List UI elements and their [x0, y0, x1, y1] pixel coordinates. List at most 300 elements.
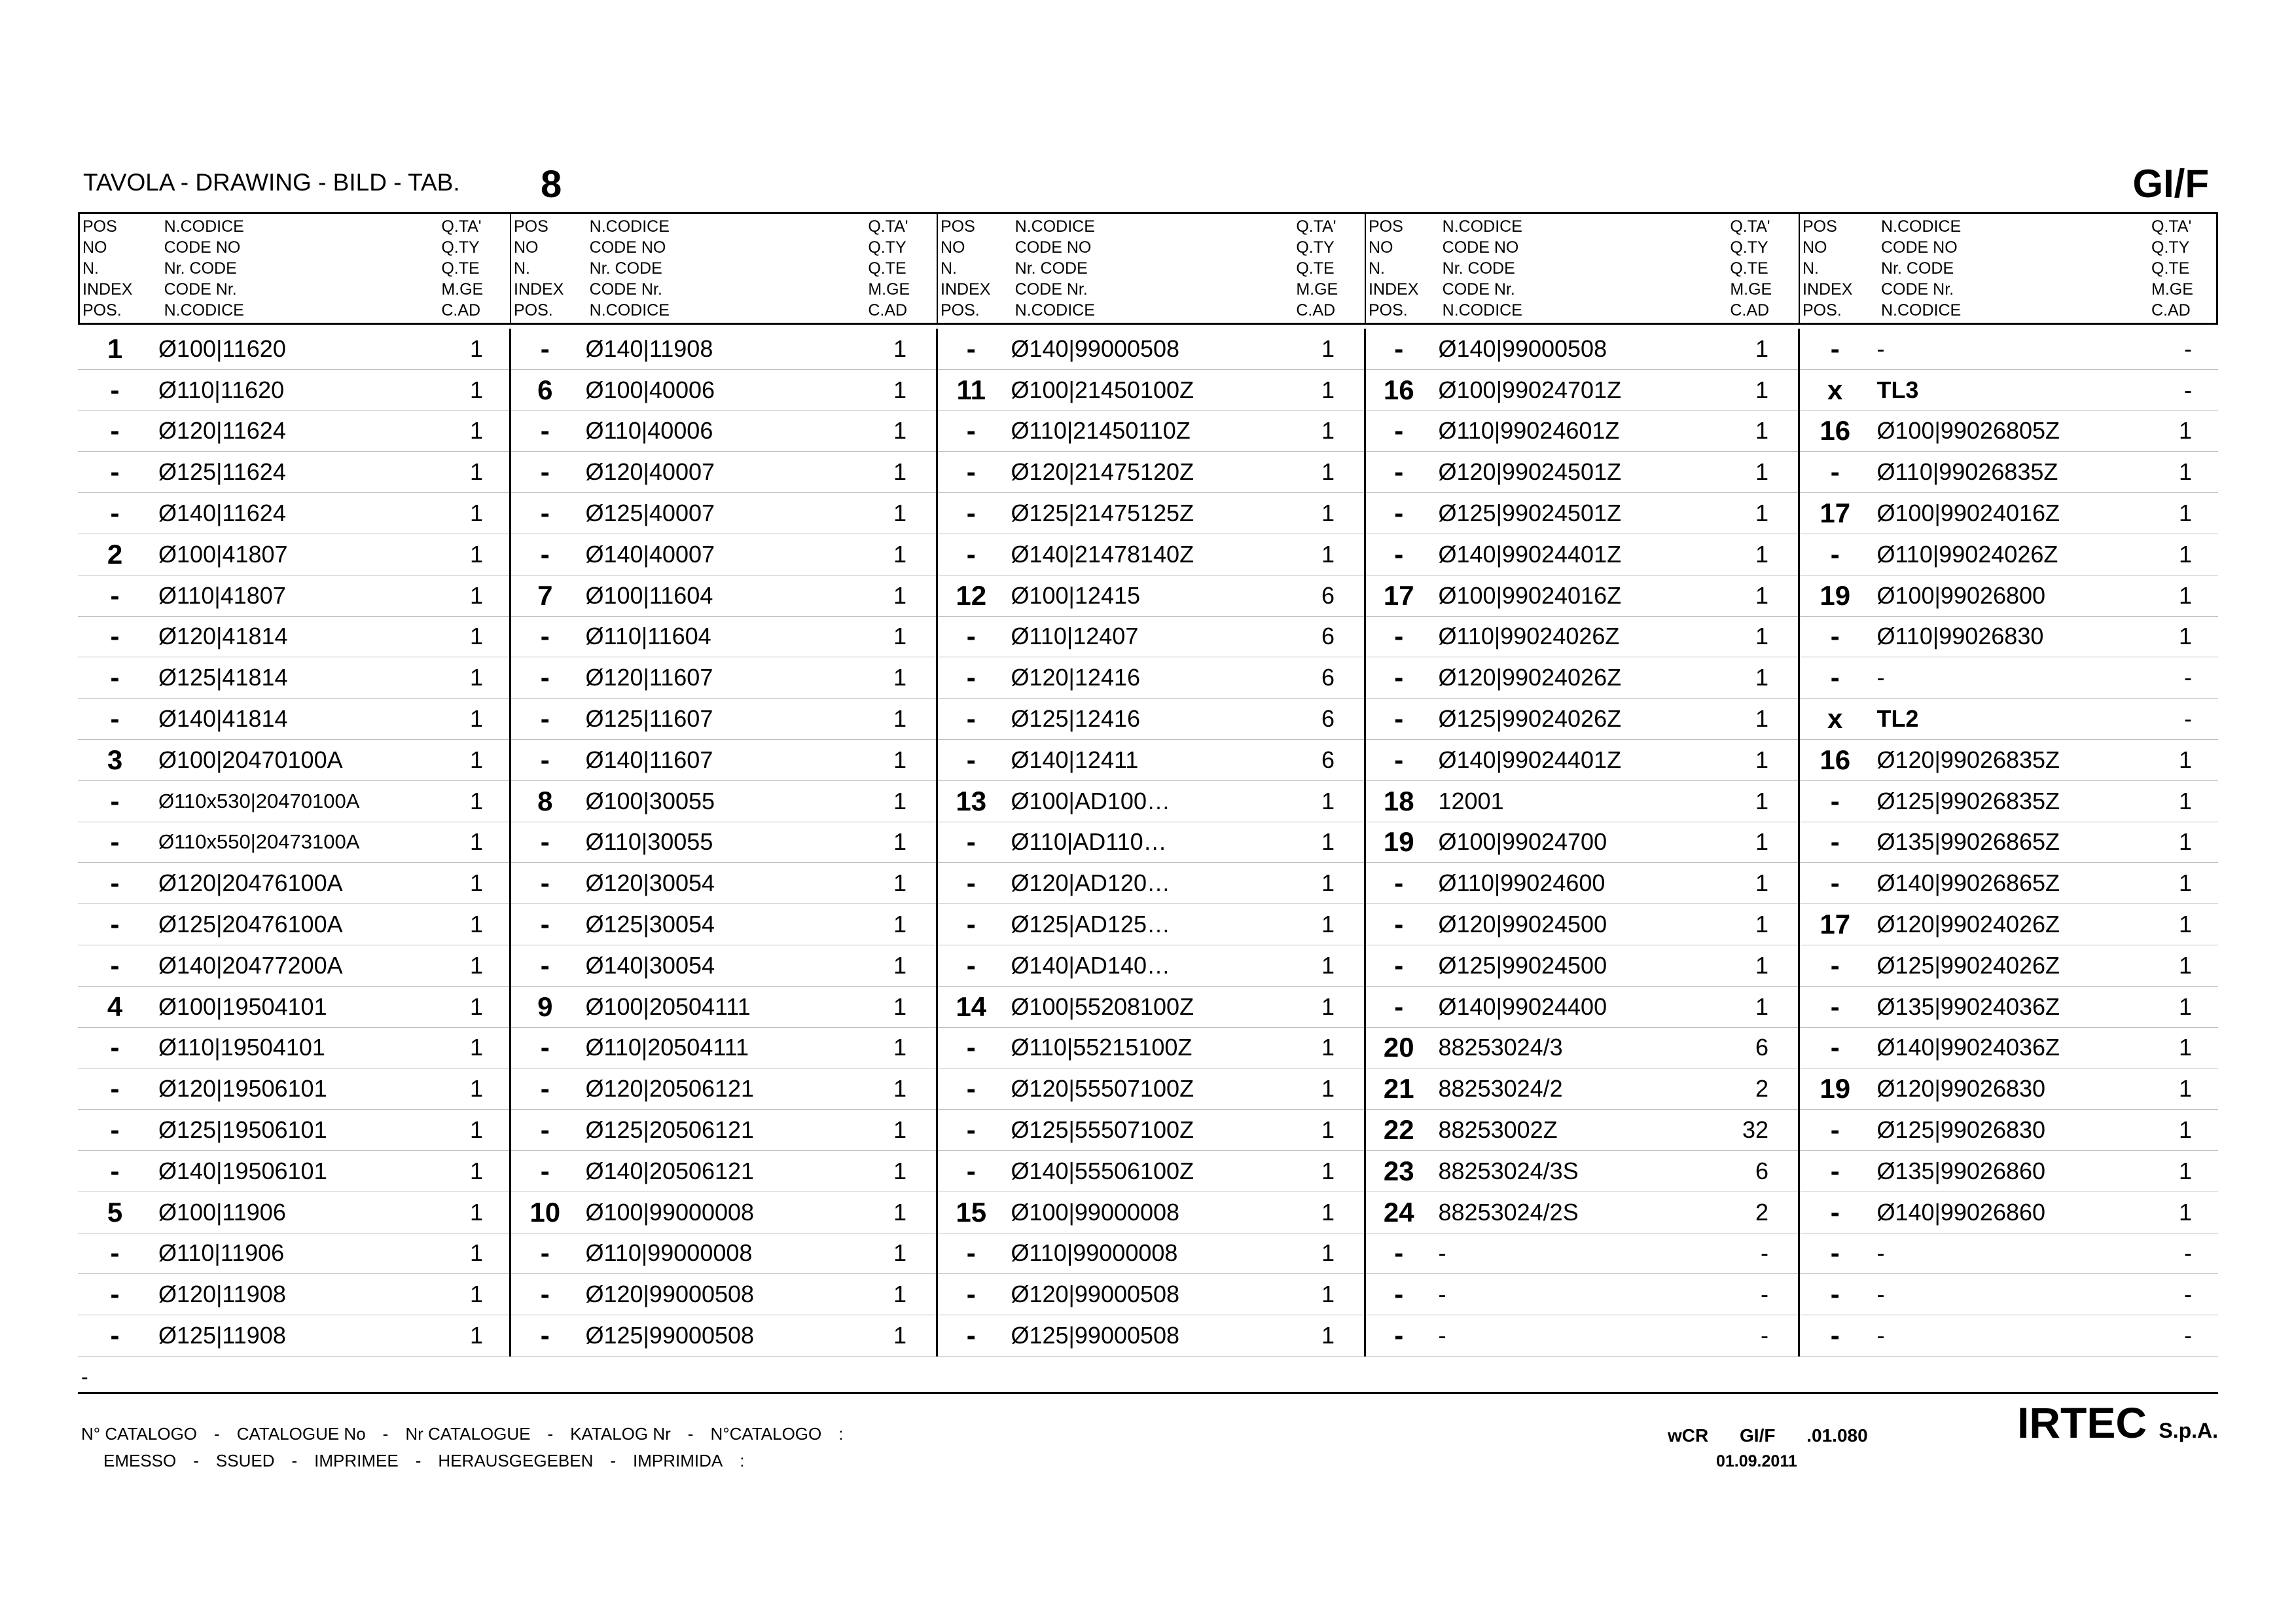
position-number: - [110, 1279, 120, 1310]
part-code: 88253024/2S [1438, 1198, 1579, 1226]
table-row [511, 534, 936, 575]
quantity: 1 [1755, 335, 1768, 362]
position-number: - [1394, 621, 1404, 652]
parts-column-4 [1364, 329, 1798, 1357]
table-row [1800, 534, 2218, 575]
position-number: - [1830, 785, 1840, 816]
table-row [511, 1110, 936, 1151]
part-code: Ø100|99000008 [1011, 1198, 1180, 1226]
table-row [511, 822, 936, 864]
position-number: - [110, 579, 120, 611]
table-row [1800, 863, 2218, 904]
table-row [938, 657, 1364, 699]
table-row [78, 493, 509, 534]
position-number: - [1830, 621, 1840, 652]
table-row [938, 1028, 1364, 1069]
position-number: - [966, 538, 976, 570]
part-code: Ø135|99024036Z [1876, 993, 2060, 1020]
position-number: 17 [1383, 579, 1414, 611]
position-number: - [540, 456, 550, 488]
header-pos-labels [80, 214, 164, 323]
footer-label: - [415, 1451, 422, 1470]
parts-column-2 [509, 329, 936, 1357]
quantity: 1 [1321, 993, 1335, 1020]
quantity: 1 [1321, 1034, 1335, 1061]
quantity: 1 [469, 458, 483, 486]
footer-label: CATALOGUE No [236, 1424, 366, 1444]
header-qty-label: Q.TE [2151, 259, 2190, 278]
table-row [1366, 452, 1798, 493]
part-code: - [1438, 1281, 1446, 1308]
header-code-label: N.CODICE [1014, 217, 1095, 236]
table-row [511, 329, 936, 370]
table-row [1800, 740, 2218, 781]
header-qty-label: M.GE [868, 280, 910, 299]
part-code: Ø110|21450110Z [1011, 417, 1191, 445]
part-code: Ø110|99024026Z [1438, 623, 1620, 650]
quantity: 1 [1321, 1281, 1335, 1308]
quantity: 1 [893, 828, 906, 856]
table-row [1366, 329, 1798, 370]
quantity: 1 [1755, 458, 1768, 486]
quantity: 1 [469, 335, 483, 362]
position-number: 8 [537, 785, 553, 816]
header-pos-label: N. [1369, 259, 1385, 278]
header-pos-label: POS [514, 217, 548, 236]
quantity: - [2184, 664, 2192, 691]
quantity: 1 [469, 1322, 483, 1349]
header-qty-label: Q.TE [1296, 259, 1335, 278]
header-code-label: CODE NO [164, 238, 241, 257]
part-code: Ø140|20506121 [585, 1157, 755, 1184]
part-code: Ø125|11607 [585, 705, 713, 733]
table-row [1800, 617, 2218, 658]
table-row [78, 945, 509, 987]
position-number: - [110, 1073, 120, 1104]
part-code: Ø140|30054 [585, 951, 715, 979]
part-code: Ø100|12415 [1011, 581, 1141, 609]
table-row [78, 1151, 509, 1192]
quantity: - [1761, 1281, 1768, 1308]
footer-label: : [740, 1451, 745, 1470]
part-code: Ø120|99024026Z [1876, 911, 2060, 938]
quantity: 1 [893, 911, 906, 938]
part-code: Ø100|55208100Z [1011, 993, 1194, 1020]
part-code: Ø100|99026800 [1876, 581, 2046, 609]
position-number: 19 [1383, 826, 1414, 858]
header-code-label: Nr. CODE [164, 259, 237, 278]
part-code: Ø100|20470100A [158, 746, 343, 773]
table-note: - [81, 1365, 88, 1389]
position-number: - [1394, 949, 1404, 981]
position-number: - [966, 662, 976, 693]
part-code: Ø125|21475125Z [1011, 500, 1194, 527]
header-qty-labels [1296, 214, 1365, 323]
position-number: 18 [1383, 785, 1414, 816]
quantity: 1 [1755, 376, 1768, 403]
quantity: 2 [1755, 1198, 1768, 1226]
position-number: 17 [1820, 498, 1851, 529]
header-qty-label: C.AD [1296, 301, 1336, 319]
quantity: 1 [893, 746, 906, 773]
footer-label: N° CATALOGO [81, 1424, 198, 1444]
header-code-label: CODE NO [589, 238, 666, 257]
position-number: - [540, 621, 550, 652]
group-code: GI/F [2132, 162, 2209, 206]
part-code: Ø125|99000508 [1011, 1322, 1180, 1349]
header-code-label: Nr. CODE [1014, 259, 1088, 278]
header-pos-label: N. [941, 259, 957, 278]
header-column-5 [1800, 214, 2220, 323]
table-row [1800, 575, 2218, 617]
part-code: - [1876, 335, 1885, 362]
header-pos-label: INDEX [82, 280, 133, 299]
part-code: - [1876, 1322, 1885, 1349]
position-number: - [110, 909, 120, 940]
parts-column-3 [936, 329, 1364, 1357]
part-code: Ø125|55507100Z [1011, 1116, 1194, 1144]
part-code: Ø110|99000008 [585, 1239, 753, 1267]
part-code: Ø100|99000008 [585, 1198, 755, 1226]
table-row [1800, 822, 2218, 864]
quantity: 6 [1755, 1034, 1768, 1061]
position-number: - [1394, 867, 1404, 899]
reference-prefix: wCR [1668, 1425, 1709, 1446]
position-number: 11 [956, 374, 986, 405]
quantity: 6 [1321, 705, 1335, 733]
part-code: Ø140|12411 [1011, 746, 1139, 773]
header-code-label: N.CODICE [589, 217, 670, 236]
quantity: 1 [1321, 828, 1335, 856]
quantity: 1 [893, 1034, 906, 1061]
position-number: - [966, 1320, 976, 1351]
position-number: - [966, 1073, 976, 1104]
quantity: 1 [469, 581, 483, 609]
header-pos-label: NO [82, 238, 107, 257]
quantity: 1 [469, 500, 483, 527]
position-number: 9 [537, 991, 553, 1022]
part-code: Ø140|11624 [158, 500, 286, 527]
part-code: Ø110x530|20470100A [158, 789, 360, 812]
quantity: 1 [2178, 911, 2192, 938]
part-code: Ø125|99024026Z [1438, 705, 1622, 733]
quantity: 6 [1321, 623, 1335, 650]
position-number: - [1394, 333, 1404, 364]
table-row [938, 1274, 1364, 1315]
position-number: - [110, 498, 120, 529]
footer-label: - [382, 1424, 389, 1444]
table-row [1366, 822, 1798, 864]
part-code: - [1876, 664, 1885, 691]
part-code: Ø100|99024701Z [1438, 376, 1622, 403]
header-code-label: CODE Nr. [1881, 280, 1954, 299]
position-number: - [110, 1155, 120, 1186]
company-logo [2017, 1398, 2218, 1448]
position-number: - [966, 826, 976, 858]
header-code-label: N.CODICE [1881, 217, 1962, 236]
part-code: Ø100|11604 [585, 581, 713, 609]
part-code: Ø110|30055 [585, 828, 713, 856]
header-qty-label: Q.TE [868, 259, 906, 278]
quantity: 1 [893, 951, 906, 979]
parts-column-5 [1798, 329, 2218, 1357]
header-code-label: Nr. CODE [1881, 259, 1954, 278]
part-code: Ø110|12407 [1011, 623, 1139, 650]
header-pos-label: POS [1369, 217, 1403, 236]
part-code: Ø125|19506101 [158, 1116, 327, 1144]
quantity: 1 [2178, 787, 2192, 814]
table-row [1800, 1274, 2218, 1315]
position-number: - [1830, 1196, 1840, 1228]
table-row [78, 822, 509, 864]
part-code: Ø110|99026830 [1876, 623, 2044, 650]
part-code: Ø110|99024601Z [1438, 417, 1620, 445]
part-code: Ø110|11604 [585, 623, 711, 650]
position-number: - [1830, 333, 1840, 364]
position-number: 19 [1820, 579, 1851, 611]
quantity: 1 [2178, 1157, 2192, 1184]
part-code: Ø120|20506121 [585, 1075, 755, 1103]
quantity: 1 [1321, 1322, 1335, 1349]
part-code: Ø120|21475120Z [1011, 458, 1194, 486]
table-row [938, 493, 1364, 534]
header-qty-label: Q.TY [2151, 238, 2190, 257]
position-number: 20 [1383, 1032, 1414, 1063]
quantity: 1 [1321, 1157, 1335, 1184]
quantity: 1 [2178, 993, 2192, 1020]
position-number: - [110, 1114, 120, 1146]
header-pos-label: INDEX [514, 280, 564, 299]
table-row [78, 904, 509, 945]
quantity: 1 [1321, 869, 1335, 897]
quantity: 1 [893, 417, 906, 445]
header-code-label: N.CODICE [1442, 217, 1522, 236]
table-row [78, 575, 509, 617]
position-number: - [966, 415, 976, 447]
header-code-labels [590, 214, 869, 323]
quantity: 1 [1321, 1075, 1335, 1103]
part-code: Ø125|99024026Z [1876, 951, 2060, 979]
header-pos-label: N. [1803, 259, 1819, 278]
header-pos-label: NO [941, 238, 965, 257]
header-code-labels [1015, 214, 1297, 323]
position-number: - [110, 456, 120, 488]
quantity: 1 [893, 869, 906, 897]
part-code: Ø120|20476100A [158, 869, 343, 897]
quantity: 1 [469, 993, 483, 1020]
part-code: - [1876, 1281, 1885, 1308]
table-row [511, 575, 936, 617]
position-number: 15 [956, 1196, 987, 1228]
position-number: - [1394, 991, 1404, 1022]
header-code-labels [1443, 214, 1731, 323]
table-row [938, 534, 1364, 575]
quantity: 1 [1755, 623, 1768, 650]
table-row [78, 1028, 509, 1069]
part-code: Ø110|AD110… [1011, 828, 1167, 856]
position-number: - [966, 333, 976, 364]
position-number: - [1830, 1320, 1840, 1351]
quantity: 1 [469, 664, 483, 691]
part-code: Ø120|30054 [585, 869, 715, 897]
table-row [1800, 1192, 2218, 1233]
table-row [1800, 1068, 2218, 1110]
position-number: - [540, 949, 550, 981]
part-code: Ø135|99026865Z [1876, 828, 2060, 856]
part-code: Ø120|55507100Z [1011, 1075, 1194, 1103]
position-number: - [1394, 662, 1404, 693]
quantity: 32 [1742, 1116, 1768, 1144]
position-number: 19 [1820, 1073, 1851, 1104]
position-number: - [540, 744, 550, 775]
position-number: - [1830, 538, 1840, 570]
table-row [1366, 740, 1798, 781]
part-code: Ø110|99000008 [1011, 1239, 1178, 1267]
footer-label: - [547, 1424, 554, 1444]
header-qty-label: Q.TE [1730, 259, 1768, 278]
header-qty-labels [1730, 214, 1799, 323]
position-number: - [1830, 867, 1840, 899]
quantity: 6 [1321, 746, 1335, 773]
table-row [78, 1110, 509, 1151]
header-code-label: Nr. CODE [1442, 259, 1515, 278]
part-code: Ø125|12416 [1011, 705, 1141, 733]
part-code: Ø120|11607 [585, 664, 713, 691]
table-row [511, 1068, 936, 1110]
header-qty-label: C.AD [2151, 301, 2191, 319]
position-number: - [110, 662, 120, 693]
part-code: Ø140|99026865Z [1876, 869, 2060, 897]
header-pos-label: INDEX [941, 280, 991, 299]
header-qty-label: Q.TA' [441, 217, 482, 236]
position-number: - [1830, 1237, 1840, 1269]
part-code: Ø125|30054 [585, 911, 715, 938]
quantity: 1 [469, 869, 483, 897]
quantity: 1 [2178, 623, 2192, 650]
part-code: Ø140|99000508 [1011, 335, 1180, 362]
quantity: 1 [2178, 1034, 2192, 1061]
position-number: - [540, 703, 550, 735]
position-number: - [1394, 1237, 1404, 1269]
footer-label: N°CATALOGO [710, 1424, 822, 1444]
part-code: Ø125|41814 [158, 664, 288, 691]
part-code: Ø125|99000508 [585, 1322, 755, 1349]
quantity: 1 [1755, 417, 1768, 445]
position-number: - [1394, 1279, 1404, 1310]
table-row [1800, 329, 2218, 370]
table-row [1366, 1151, 1798, 1192]
part-code: Ø140|20477200A [158, 951, 343, 979]
table-row [1366, 657, 1798, 699]
quantity: 1 [1755, 951, 1768, 979]
position-number: - [110, 1237, 120, 1269]
quantity: 1 [893, 1281, 906, 1308]
quantity: 1 [2178, 581, 2192, 609]
quantity: 1 [469, 623, 483, 650]
position-number: x [1827, 703, 1843, 735]
quantity: 1 [1755, 500, 1768, 527]
position-number: - [110, 1320, 120, 1351]
quantity: 1 [469, 1075, 483, 1103]
part-code: - [1438, 1322, 1446, 1349]
position-number: - [1394, 1320, 1404, 1351]
table-row [1800, 657, 2218, 699]
position-number: - [540, 538, 550, 570]
table-row [938, 370, 1364, 411]
header-pos-label: POS. [1369, 301, 1408, 319]
parts-table [78, 329, 2218, 1357]
part-code: Ø125|11624 [158, 458, 286, 486]
part-code: TL2 [1876, 705, 1919, 733]
table-row [511, 863, 936, 904]
position-number: 3 [107, 744, 123, 775]
position-number: 24 [1383, 1196, 1414, 1228]
quantity: 1 [1321, 787, 1335, 814]
footer-label: - [610, 1451, 617, 1470]
position-number: - [1830, 826, 1840, 858]
part-code: Ø125|40007 [585, 500, 715, 527]
part-code: Ø100|99026805Z [1876, 417, 2060, 445]
table-row [78, 1068, 509, 1110]
table-row [1366, 699, 1798, 740]
part-code: Ø100|21450100Z [1011, 376, 1194, 403]
table-row [1366, 781, 1798, 822]
table-row [938, 1233, 1364, 1275]
position-number: - [540, 909, 550, 940]
header-qty-label: Q.TA' [2151, 217, 2192, 236]
part-code: Ø140|21478140Z [1011, 540, 1194, 568]
position-number: - [540, 333, 550, 364]
quantity: 1 [469, 911, 483, 938]
quantity: 1 [2178, 828, 2192, 856]
part-code: Ø140|55506100Z [1011, 1157, 1194, 1184]
part-code: Ø110|41807 [158, 581, 286, 609]
position-number: - [540, 1320, 550, 1351]
quantity: 1 [1321, 540, 1335, 568]
quantity: 1 [893, 705, 906, 733]
issued-line [103, 1451, 762, 1471]
table-row [511, 370, 936, 411]
position-number: 16 [1820, 744, 1851, 775]
quantity: 1 [893, 500, 906, 527]
table-row [511, 945, 936, 987]
quantity: 1 [2178, 951, 2192, 979]
quantity: 1 [469, 1198, 483, 1226]
quantity: 1 [469, 746, 483, 773]
position-number: - [1394, 456, 1404, 488]
part-code: Ø110|40006 [585, 417, 713, 445]
quantity: 1 [469, 1281, 483, 1308]
quantity: 1 [893, 376, 906, 403]
part-code: Ø110|11906 [158, 1239, 285, 1267]
quantity: 1 [1321, 1239, 1335, 1267]
position-number: - [966, 1032, 976, 1063]
catalogue-reference [1668, 1425, 1894, 1446]
position-number: - [1394, 703, 1404, 735]
position-number: - [110, 867, 120, 899]
table-row [1366, 1274, 1798, 1315]
table-row [938, 945, 1364, 987]
table-row [1800, 1110, 2218, 1151]
quantity: - [2184, 1239, 2192, 1267]
position-number: - [1830, 662, 1840, 693]
part-code: Ø120|99026835Z [1876, 746, 2060, 773]
quantity: - [1761, 1322, 1768, 1349]
position-number: - [110, 621, 120, 652]
header-pos-label: INDEX [1369, 280, 1419, 299]
table-row [78, 1233, 509, 1275]
table-row [511, 1192, 936, 1233]
